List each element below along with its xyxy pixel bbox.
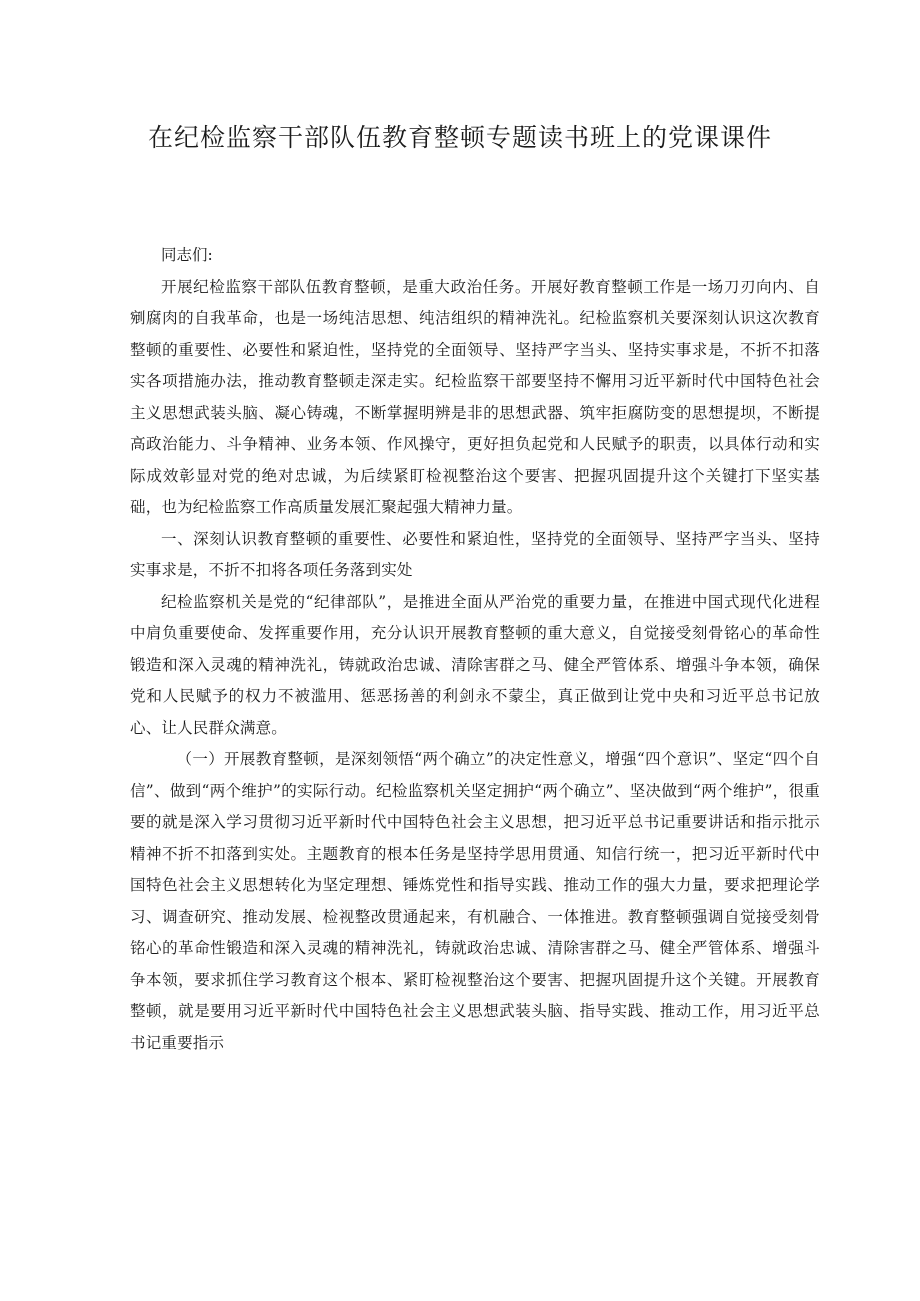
- page-title: 在纪检监察干部队伍教育整顿专题读书班上的党课课件: [147, 123, 772, 152]
- paragraph-intro: 开展纪检监察干部队伍教育整顿，是重大政治任务。开展好教育整顿工作是一场刀刃向内、自剜腐肉的自我革命，也是一场纯洁思想、纯洁组织的精神洗礼。纪检监察机关要深刻认识这次教育整顿的重要性、必要性和紧迫性，坚持党的全面领导、坚持严字当头、坚持实事求是，不折不扣落实各项措施办法，推动教育整顿走深走实。纪检监察干部要坚持不懈用习近平新时代中国特色社会主义思想武装头脑、凝心铸魂，不断掌握明辨是非的思想武器、筑牢拒腐防变的思想提坝，不断提高政治能力、斗争精神、业务本领、作风操守，更好担负起党和人民赋予的职责，以具体行动和实际成效彰显对党的绝对忠诚，为后续紧盯检视整治这个要害、把握巩固提升这个关键打下坚实基础，也为纪检监察工作高质量发展汇聚起强大精神力量。: [130, 277, 820, 516]
- document-body: [130, 240, 820, 1059]
- subsection-1: （一）开展教育整顿，是深刻领悟“两个确立”的决定性意义，增强“四个意识”、坚定“四个自信”、做到“两个维护”的实际行动。纪检监察机关坚定拥护“两个确立”、坚决做到“两个维护”，很重要的就是深入学习贯彻习近平新时代中国特色社会主义思想，把习近平总书记重要讲话和指示批示精神不折不扣落到实处。主题教育的根本任务是坚持学思用贯通、知信行统一，把习近平新时代中国特色社会主义思想转化为坚定理想、锤炼党性和指导实践、推动工作的强大力量，要求把理论学习、调查研究、推动发展、检视整改贯通起来，有机融合、一体推进。教育整顿强调自觉接受刻骨铭心的革命性锻造和深入灵魂的精神洗礼，铸就政治忠诚、清除害群之马、健全严管体系、增强斗争本领，要求抓住学习教育这个根本、紧盯检视整治这个要害、把握巩固提升这个关键。开展教育整顿，就是要用习近平新时代中国特色社会主义思想武装头脑、指导实践、推动工作，用习近平总书记重要指示: [130, 750, 820, 1052]
- paragraph-section-1: 纪检监察机关是党的“纪律部队”，是推进全面从严治党的重要力量，在推进中国式现代化进程中肩负重要使命、发挥重要作用，充分认识开展教育整顿的重大意义，自觉接受刻骨铭心的革命性锻造和深入灵魂的精神洗礼，铸就政治忠诚、清除害群之马、健全严管体系、增强斗争本领，确保党和人民赋予的权力不被滥用、惩恶扬善的利剑永不蒙尘，真正做到让党中央和习近平总书记放心、让人民群众满意。: [130, 592, 820, 737]
- section-heading-1: 一、深刻认识教育整顿的重要性、必要性和紧迫性，坚持党的全面领导、坚持严字当头、坚持实事求是，不折不扣将各项任务落到实处: [130, 529, 820, 579]
- greeting: 同志们:: [161, 246, 213, 264]
